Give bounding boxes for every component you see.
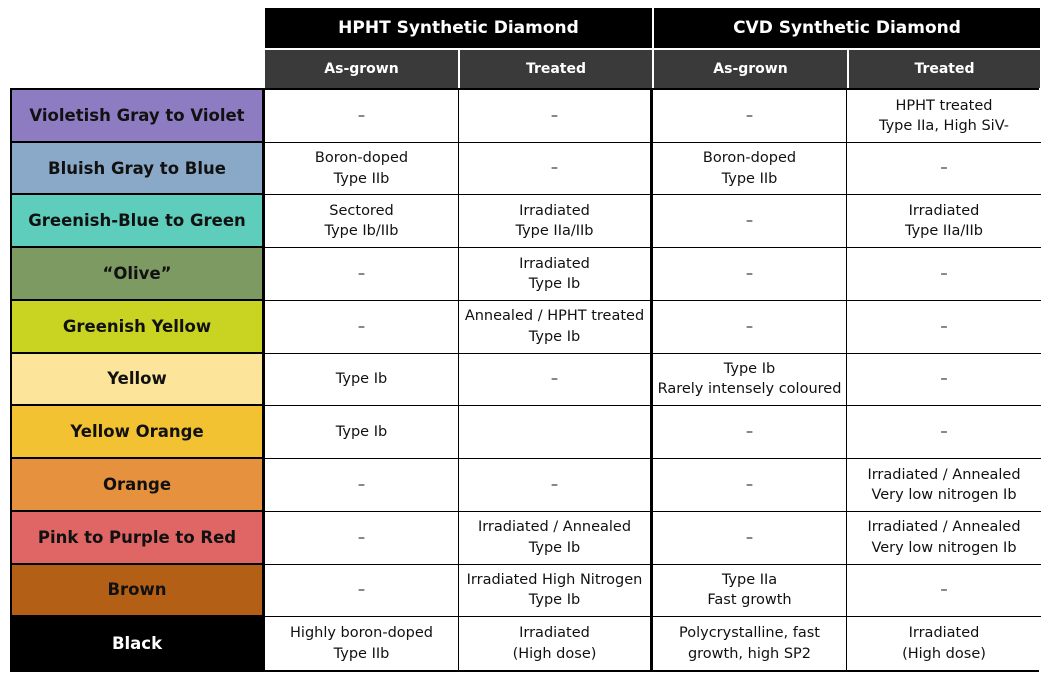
table-cell: – [459, 90, 653, 143]
subheader-label: As-grown [324, 61, 399, 77]
color-label: Yellow [12, 354, 265, 407]
table-cell: – [459, 354, 653, 407]
table-cell: – [265, 565, 459, 618]
color-label: Black [12, 617, 265, 670]
color-label: Yellow Orange [12, 406, 265, 459]
table-cell: – [459, 143, 653, 196]
table-cell: – [459, 459, 653, 512]
hpht-group-title: HPHT Synthetic Diamond [338, 18, 579, 38]
table-cell: Irradiated High Nitrogen Type Ib [459, 565, 653, 618]
subheader-label: As-grown [713, 61, 788, 77]
table-cell: – [265, 301, 459, 354]
table-cell: Irradiated (High dose) [847, 617, 1041, 670]
table-cell: – [847, 406, 1041, 459]
table-cell: Sectored Type Ib/IIb [265, 195, 459, 248]
table-cell: Boron-doped Type IIb [653, 143, 847, 196]
table-cell: Annealed / HPHT treated Type Ib [459, 301, 653, 354]
table-cell: – [653, 406, 847, 459]
table-cell: – [847, 565, 1041, 618]
table-cell: Type Ib Rarely intensely coloured [653, 354, 847, 407]
table-cell: – [265, 90, 459, 143]
table-cell: Type Ib [265, 406, 459, 459]
table-cell: Irradiated / Annealed Very low nitrogen Ib [847, 512, 1041, 565]
table-cell: – [265, 248, 459, 301]
table-cell: Irradiated Type IIa/IIb [459, 195, 653, 248]
color-label: Greenish Yellow [12, 301, 265, 354]
table-cell: HPHT treated Type IIa, High SiV- [847, 90, 1041, 143]
color-label: Violetish Gray to Violet [12, 90, 265, 143]
table-cell: Boron-doped Type IIb [265, 143, 459, 196]
cvd-asgrown-header [654, 50, 847, 88]
table-cell: – [265, 512, 459, 565]
color-treatment-table [10, 88, 1039, 672]
color-label: “Olive” [12, 248, 265, 301]
hpht-asgrown-header [265, 50, 458, 88]
table-cell: – [653, 195, 847, 248]
table-cell: Irradiated (High dose) [459, 617, 653, 670]
cvd-group-header [654, 8, 1040, 48]
table-cell: – [653, 512, 847, 565]
table-cell: Irradiated Type IIa/IIb [847, 195, 1041, 248]
color-label: Greenish-Blue to Green [12, 195, 265, 248]
hpht-group-header [265, 8, 652, 48]
color-label: Orange [12, 459, 265, 512]
table-cell: – [847, 143, 1041, 196]
color-label: Pink to Purple to Red [12, 512, 265, 565]
table-cell: Type IIa Fast growth [653, 565, 847, 618]
table-cell: Highly boron-doped Type IIb [265, 617, 459, 670]
table-cell: – [653, 459, 847, 512]
table-cell: – [265, 459, 459, 512]
table-cell: Polycrystalline, fast growth, high SP2 [653, 617, 847, 670]
table-cell: Irradiated Type Ib [459, 248, 653, 301]
table-cell: Irradiated / Annealed Type Ib [459, 512, 653, 565]
table-cell [459, 406, 653, 459]
subheader-label: Treated [914, 61, 975, 77]
subheader-label: Treated [525, 61, 587, 77]
table-cell: – [847, 354, 1041, 407]
table-cell: Type Ib [265, 354, 459, 407]
table-cell: – [653, 301, 847, 354]
cvd-group-title: CVD Synthetic Diamond [733, 18, 961, 38]
color-label: Bluish Gray to Blue [12, 143, 265, 196]
table-cell: – [653, 90, 847, 143]
hpht-treated-header [460, 50, 652, 88]
cvd-treated-header [849, 50, 1040, 88]
table-cell: – [847, 301, 1041, 354]
color-label: Brown [12, 565, 265, 618]
table-cell: – [653, 248, 847, 301]
table-cell: – [847, 248, 1041, 301]
table-cell: Irradiated / Annealed Very low nitrogen Ib [847, 459, 1041, 512]
